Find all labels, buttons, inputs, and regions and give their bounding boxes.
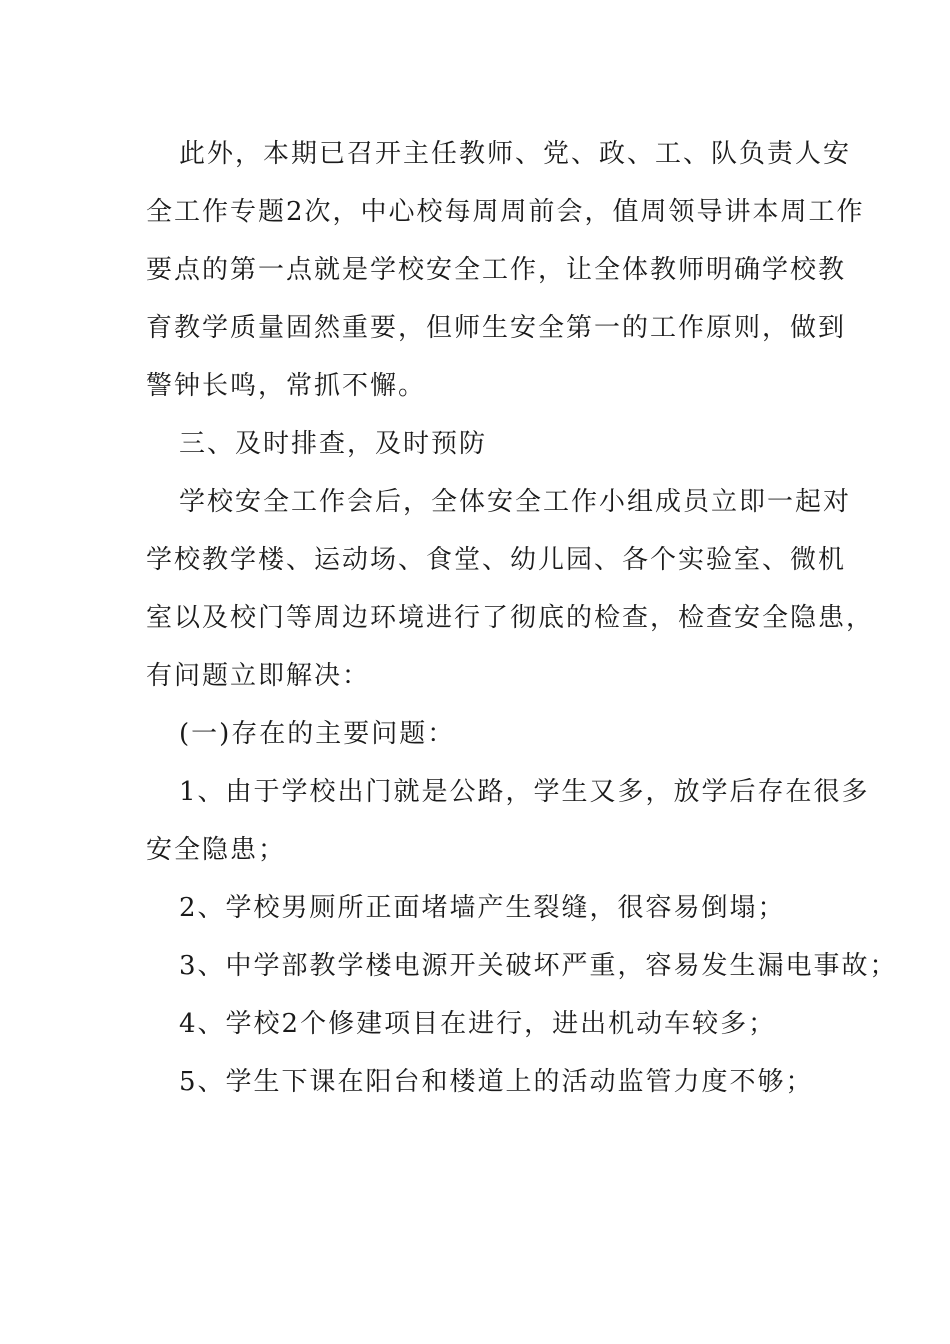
text-line: (一)存在的主要问题： <box>179 719 456 749</box>
text-line: 全工作专题2次，中心校每周周前会，值周领导讲本周工作 <box>146 197 865 227</box>
text-line: 4、学校2个修建项目在进行，进出机动车较多； <box>179 1009 777 1039</box>
text-line: 1、由于学校出门就是公路，学生又多，放学后存在很多 <box>179 777 870 807</box>
text-line: 三、及时排查，及时预防 <box>179 429 488 459</box>
text-line: 室以及校门等周边环境进行了彻底的检查，检查安全隐患， <box>146 603 875 633</box>
text-line: 安全隐患； <box>146 835 287 865</box>
document-body <box>146 125 898 1111</box>
list-item-2 <box>146 879 806 937</box>
text-line: 要点的第一点就是学校安全工作，让全体教师明确学校教 <box>146 255 847 285</box>
text-line: 2、学校男厕所正面堵墙产生裂缝，很容易倒塌； <box>179 893 786 923</box>
text-line: 5、学生下课在阳台和楼道上的活动监管力度不够； <box>179 1067 814 1097</box>
text-line: 学校教学楼、运动场、食堂、幼儿园、各个实验室、微机 <box>146 545 847 575</box>
text-line: 学校安全工作会后，全体安全工作小组成员立即一起对 <box>179 487 852 517</box>
text-line: 3、中学部教学楼电源开关破坏严重，容易发生漏电事故； <box>179 951 898 981</box>
text-line: 此外，本期已召开主任教师、党、政、工、队负责人安 <box>179 139 852 169</box>
list-item-4 <box>146 995 806 1053</box>
paragraph-inspection <box>146 473 875 705</box>
text-line: 有问题立即解决： <box>146 661 371 691</box>
list-item-3 <box>146 937 898 995</box>
list-item-1 <box>146 763 870 879</box>
text-line: 育教学质量固然重要，但师生安全第一的工作原则，做到 <box>146 313 847 343</box>
text-line: 警钟长鸣，常抓不懈。 <box>146 371 427 401</box>
list-item-5 <box>146 1053 814 1111</box>
paragraph-safety-meetings <box>146 125 865 415</box>
subheading-main-problems <box>146 705 806 763</box>
section-heading-3 <box>146 415 806 473</box>
